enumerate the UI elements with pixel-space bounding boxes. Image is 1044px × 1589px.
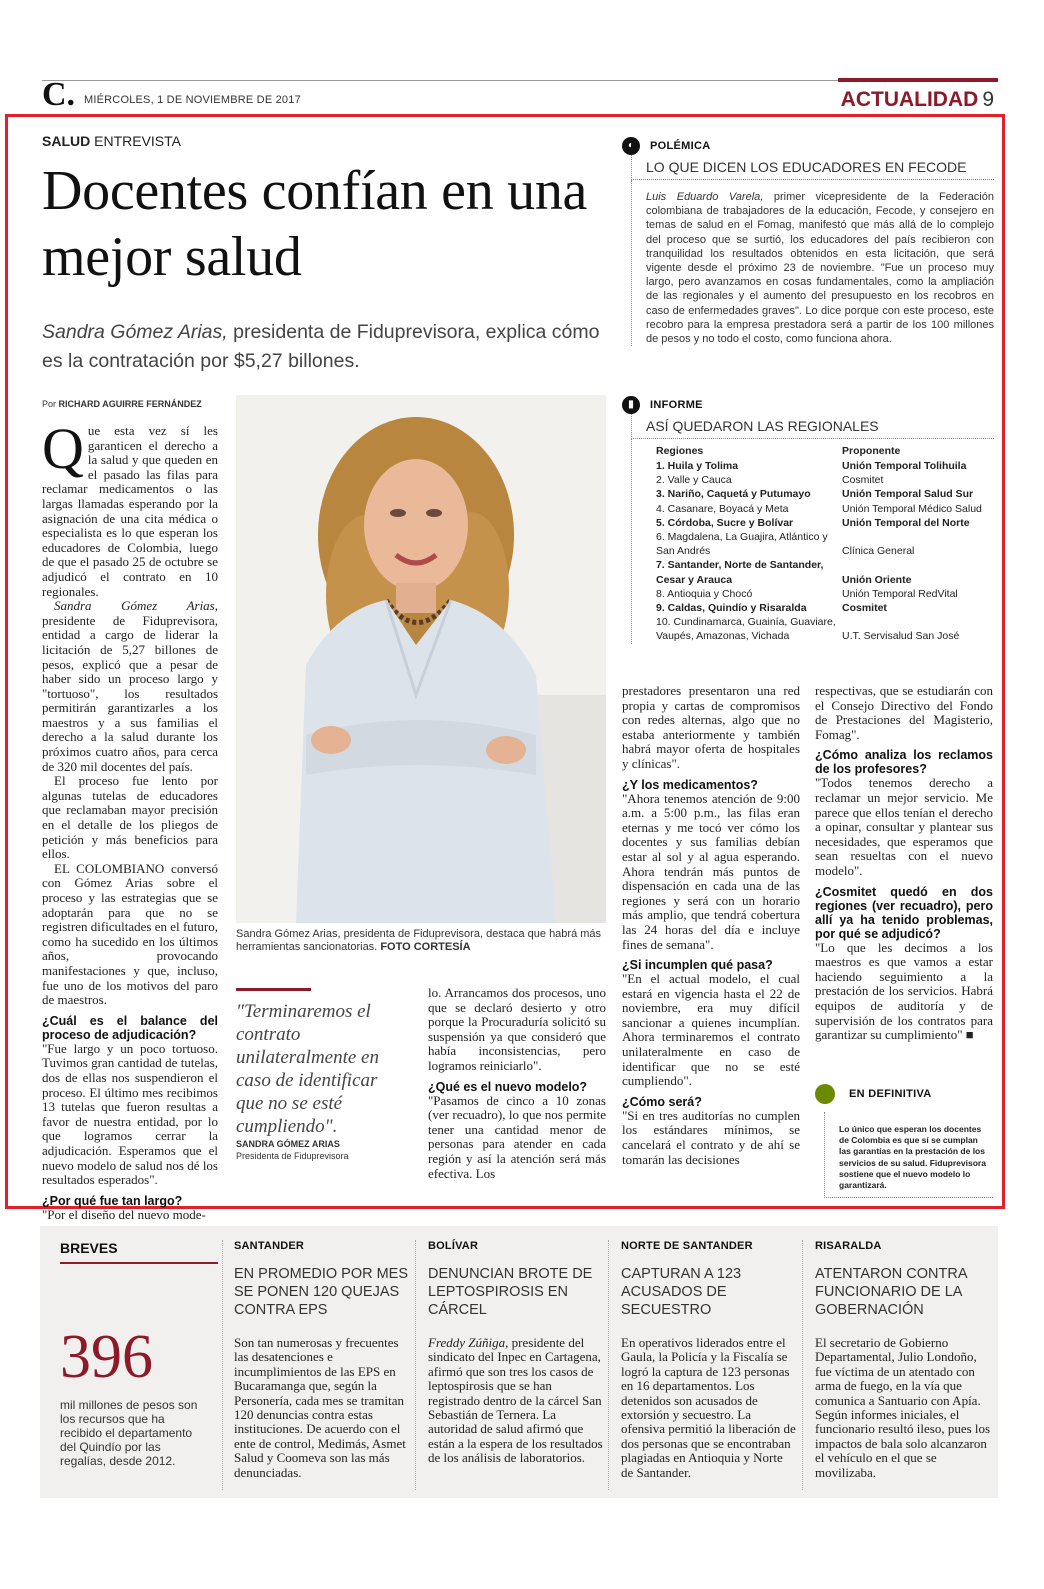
interview-question: ¿Y los medicamentos? (622, 777, 758, 792)
section-accent-bar (838, 78, 998, 82)
article-column-4 (622, 684, 800, 1167)
regions-table-wrap (631, 439, 994, 644)
breves-big-number: 396 (60, 1323, 153, 1391)
breve-body: Son tan numerosas y frecuentes las desatenciones e incumplimientos de las EPS en Bucaramanga que, según la Personería, cada mes se tramitan 120 denuncias contra estas instituciones. De acuerdo con el ente de control, Medimás, Asmet Salud y Coomeva son las más denunciadas. (234, 1335, 406, 1480)
region-cell: 5. Córdoba, Sucre y Bolívar (656, 516, 794, 529)
interview-question: ¿Si incumplen qué pasa? (622, 958, 773, 973)
paragraph: respectivas, que se estudiarán con el Consejo Directivo del Fondo de Prestaciones del Magisterio, Fomag". (815, 683, 993, 742)
table-row (656, 558, 982, 586)
box-label: INFORME (650, 399, 703, 411)
interview-question: ¿Cómo analiza los reclamos de los profesores? (815, 748, 993, 777)
paragraph: EL COLOMBIANO conversó con Gómez Arias sobre el proceso y las estrategias que se adoptarán para que no se registren dificultades en el futuro, como ha sucedido en los últimos años, provocando manifestaciones y que, incluso, fue uno de los motivos del paro de maestros. (42, 860, 218, 1008)
article-column-3 (428, 986, 606, 1181)
column-divider (222, 1240, 223, 1490)
region-cell: 4. Casanare, Boyacá y Meta (656, 502, 789, 515)
en-definitiva-header (815, 1084, 993, 1104)
breve-text (621, 1336, 797, 1480)
speech-bubbles-icon: ◐ (622, 137, 640, 155)
breves-big-number-text: mil millones de pesos son los recursos que ha recibido el departamento del Quindío por las regalías, desde 2012. (60, 1398, 198, 1468)
box-title: LO QUE DICEN LOS EDUCADORES EN FECODE (646, 159, 967, 175)
breve-location: SANTANDER (234, 1240, 305, 1252)
proponent-cell: Unión Temporal Médico Salud (842, 502, 982, 515)
drop-cap: Q (42, 416, 84, 481)
pullquote-rule (236, 988, 311, 991)
en-definitiva-box (815, 1084, 993, 1198)
polemica-body: primer vicepresidente de la Federación colombiana de trabajadores de la educación, Fecode, y consejero en temas de salud en el Fomag, manifestó que más allá de lo complejo del proceso que se surtió, los educadores del país recibieron con tranquilidad los resultados obtenidos en esta licitación, que será vigente desde el próximo 23 de noviembre. "Fue un proceso muy largo, pero avanzamos en cosas fundamentales, como la ampliación de las regionales y el aumento del presupuesto en los recobros en caso de enfermedades graves". Lo dice porque con este proceso, este recobro para la empresa prestadora será a partir de los 100 millones de pesos y no todo el costo, como funciona ahora. (646, 191, 994, 346)
table-row (656, 459, 982, 473)
name-italic: Sandra Gómez Arias, (54, 598, 218, 614)
issue-date: MIÉRCOLES, 1 DE NOVIEMBRE DE 2017 (84, 94, 301, 106)
breve-headline: ATENTARON CONTRA FUNCIONARIO DE LA GOBERNACIÓN (815, 1266, 967, 1318)
breve-item (815, 1240, 991, 1480)
proponent-cell: Cosmitet (842, 474, 884, 487)
region-cell: 7. Santander, Norte de Santander, Cesar y Arauca (656, 559, 824, 586)
region-cell: 2. Valle y Cauca (656, 474, 732, 487)
informe-box (622, 396, 994, 644)
polemica-title-wrap (631, 155, 994, 180)
article-headline: Docentes confían en una mejor salud (42, 160, 588, 288)
pullquote-name: SANDRA GÓMEZ ARIAS (236, 1139, 340, 1149)
table-row (656, 487, 982, 501)
interview-answer: "Lo que les decimos a los maestros es que vamos a estar haciendo seguimiento a la prestación de los servicios. Habrá equipos de auditoría y de supervisión de los contratos para garantizar su cumplimiento" ■ (815, 939, 993, 1043)
interview-answer: "En el actual modelo, el cual estará en vigencia hasta el 22 de noviembre, era muy difícil sancionar a quienes incumplían. Ahora terminaremos el contrato unilateralmente en caso de identificar que no se esté cumpliendo". (622, 971, 800, 1089)
article-column-5 (815, 684, 993, 1043)
regions-table (656, 445, 982, 644)
paragraph: lo. Arrancamos dos procesos, uno que se declaró desierto y otro porque la Procuraduría solicitó su suspensión ya que consideró que había inconsistencias, pero logramos reiniciarlo". (428, 985, 606, 1073)
region-cell: 9. Caldas, Quindío y Risaralda (656, 602, 807, 615)
kicker-section: SALUD (42, 133, 91, 149)
interview-answer: "Si en tres auditorías no cumplen los estándares mínimos, se cancelará el contrato y de ahí se tomarán las decisiones (622, 1107, 800, 1167)
section-name: ACTUALIDAD (840, 88, 979, 111)
article-column-1 (42, 416, 218, 1222)
table-row (656, 502, 982, 516)
kicker-type: ENTREVISTA (90, 133, 181, 149)
byline (42, 399, 202, 409)
polemica-header (622, 137, 994, 155)
breve-location: NORTE DE SANTANDER (621, 1240, 753, 1252)
interview-answer: "Ahora tenemos atención de 9:00 a.m. a 5:00 p.m., las filas eran eternas y me tocó ver cómo los docentes y sus familias debían estar al sol y al agua esperando. Ahora tendrán más puntos de dispensación en cada una de las regiones y será con un horario más amplio, que tendrá cobertura las 24 horas del día e incluye fines de semana". (622, 790, 800, 952)
breve-text (428, 1336, 604, 1466)
polemica-box (622, 137, 994, 346)
photo-caption (236, 928, 606, 954)
informe-header (622, 396, 994, 414)
region-cell: 10. Cundinamarca, Guainía, Guaviare, Vaupés, Amazonas, Vichada (656, 616, 836, 643)
byline-author: RICHARD AGUIRRE FERNÁNDEZ (58, 399, 202, 409)
table-row (656, 516, 982, 530)
paragraph (42, 599, 218, 774)
column-divider (608, 1240, 609, 1490)
pullquote-role: Presidenta de Fiduprevisora (236, 1151, 349, 1161)
column-header: Proponente (842, 445, 901, 457)
table-row (656, 601, 982, 615)
dek-name: Sandra Gómez Arias, (42, 321, 228, 343)
proponent-cell: Unión Temporal Salud Sur (842, 488, 974, 501)
region-cell: 1. Huila y Tolima (656, 460, 739, 472)
interview-question: ¿Qué es el nuevo modelo? (428, 1079, 588, 1094)
article-kicker (42, 133, 181, 149)
article-dek (42, 318, 602, 376)
interview-answer: "Por el diseño del nuevo mode- (42, 1206, 206, 1222)
portrait-illustration (236, 395, 606, 923)
breve-location: BOLÍVAR (428, 1240, 479, 1252)
photo-credit: FOTO CORTESÍA (380, 941, 471, 953)
caption-text: Sandra Gómez Arias, presidenta de Fiduprevisora, destaca que habrá más herramientas sancionatorias. (236, 928, 602, 953)
interview-question: ¿Cosmitet quedó en dos regiones (ver recuadro), pero allí ya ha tenido problemas, por qué se adjudicó? (815, 884, 993, 941)
region-cell: 6. Magdalena, La Guajira, Atlántico y San Andrés (656, 531, 828, 558)
proponent-cell: Clínica General (842, 545, 915, 558)
interview-question: ¿Cuál es el balance del proceso de adjudicación? (42, 1013, 218, 1042)
proponent-cell: Unión Temporal Tolihuila (842, 460, 967, 472)
breve-text (815, 1336, 991, 1480)
region-cell: 8. Antioquia y Chocó (656, 587, 753, 600)
proponent-cell: Unión Temporal RedVital (842, 587, 958, 600)
breve-body: En operativos liderados entre el Gaula, la Policía y la Fiscalía se logró la captura de 123 personas en 16 departamentos. Los detenidos son acusados de extorsión y secuestro. La ofensiva permitió la liberación de dos personas que se encontraban plagiadas en Antioquia y Norte de Santander. (621, 1335, 796, 1480)
box-title: ASÍ QUEDARON LAS REGIONALES (646, 418, 879, 434)
breve-item (621, 1240, 797, 1480)
column-divider (802, 1240, 803, 1490)
dek-text: presidenta de Fiduprevisora, explica cómo es la contratación por $5,27 billones. (42, 321, 600, 372)
breve-headline: EN PROMEDIO POR MES SE PONEN 120 QUEJAS CONTRA EPS (234, 1266, 409, 1318)
breve-item (428, 1240, 604, 1466)
region-cell: 3. Nariño, Caquetá y Putumayo (656, 488, 811, 501)
paragraph-text: presidente de Fiduprevisora, entidad a cargo de liderar la licitación de 5,27 billones de pesos, explicó que a pesar de haber sido un proceso largo y "tortuoso", los resultados permitirán garantizarles a los maestros y a sus familias el derecho a la salud durante los próximos cuatro años, para cerca de 320 mil docentes del país. (42, 612, 218, 774)
section-header (841, 88, 994, 112)
box-label: POLÉMICA (650, 140, 711, 152)
breves-rule (60, 1262, 218, 1264)
column-header: Regiones (656, 445, 704, 457)
pullquote-source (236, 1138, 406, 1162)
interview-answer: "Fue largo y un poco tortuoso. Tuvimos gran cantidad de tutelas, dos de ellas nos suspendieron el proceso. El último mes recibimos 13 tutelas que fueron resultas a favor de nuestra entidad, por lo que logramos cerrar la adjudicación. Esperamos que el nuevo modelo de salud nos dé los resultados esperados". (42, 1040, 218, 1188)
article-photo (236, 395, 606, 923)
breve-text (234, 1336, 410, 1480)
interview-question: ¿Cómo será? (622, 1094, 702, 1109)
column-divider (415, 1240, 416, 1490)
breve-lead: Freddy Zúñiga, (428, 1335, 509, 1350)
proponent-cell: Cosmitet (842, 602, 887, 615)
paragraph: prestadores presentaron una red propia y cartas de compromisos con redes alternas, algo que no estaba anteriormente y también habrá mayor oferta de hospitales y clínicas". (622, 683, 800, 771)
quoted-person: Luis Eduardo Varela, (646, 191, 764, 203)
breve-location: RISARALDA (815, 1240, 882, 1252)
polemica-text (631, 180, 994, 346)
breve-body: presidente del sindicato del Inpec en Cartagena, afirmó que son tres los casos de leptospirosis que se han registrado dentro de la cárcel San Sebastián de Ternera. La autoridad de salud afirmó que están a la espera de los resultados de los análisis de laboratorios. (428, 1335, 603, 1466)
breve-headline: DENUNCIAN BROTE DE LEPTOSPIROSIS EN CÁRCEL (428, 1266, 593, 1318)
byline-prefix: Por (42, 399, 57, 409)
breve-item (234, 1240, 410, 1480)
table-row (656, 530, 982, 558)
paragraph: ue esta vez sí les garanticen el derecho a la salud y que queden en el pasado las filas para reclamar medicamentos o las largas llamadas esperando por la asignación de una cita médica o especialista es lo que esperan los educadores de Colombia, luego de que el pasado 25 de octubre se adjudicó el contrato en 10 regionales. (42, 423, 218, 599)
box-label: EN DEFINITIVA (849, 1088, 932, 1100)
check-badge-icon (815, 1084, 835, 1104)
interview-answer: "Pasamos de cinco a 10 zonas (ver recuadro), lo que nos permite tener una cantidad menor de personas para atender en cada región y así la atención será más efectiva. Los (428, 1092, 606, 1181)
breves-title: BREVES (60, 1240, 118, 1256)
paragraph: El proceso fue lento por algunas tutelas de educadores que reclamaban mayor precisión en el detalle de los pliegos de petición y más beneficios para ellos. (42, 773, 218, 862)
proponent-cell: Unión Oriente (842, 573, 912, 586)
en-definitiva-text: Lo único que esperan los docentes de Colombia es que sí se cumplan las garantías en la prestación de los servicios de su salud. Fiduprevisora sostiene que el nuevo modelo lo garantizará. (824, 1112, 993, 1198)
interview-question: ¿Por qué fue tan largo? (42, 1193, 183, 1208)
breve-body: El secretario de Gobierno Departamental, Julio Londoño, fue víctima de un atentado con arma de fuego, en la vía que comunica a Santuario con Apía. Según informes iniciales, el funcionario resultó ileso, pues los impactos de bala solo alcanzaron el vehículo en el que se movilizaba. (815, 1335, 991, 1480)
pullquote: "Terminaremos el contrato unilateralmente en caso de identificar que no se esté cumpliendo". (236, 1001, 379, 1137)
interview-answer: "Todos tenemos derecho a reclamar un mejor servicio. Me parece que ellos tenían el derecho a opinar, consultar y plantear sus necesidades, que esperamos que sean resueltas con el nuevo modelo". (815, 775, 993, 878)
breve-headline: CAPTURAN A 123 ACUSADOS DE SECUESTRO (621, 1266, 742, 1318)
proponent-cell: U.T. Servisalud San José (842, 630, 960, 643)
proponent-cell: Unión Temporal del Norte (842, 516, 970, 529)
informe-title-wrap (631, 414, 994, 439)
table-row (656, 587, 982, 601)
document-icon: ▮ (622, 396, 640, 414)
newspaper-logo: C. (42, 76, 76, 113)
table-row (656, 615, 982, 643)
table-row (656, 473, 982, 487)
page-number: 9 (982, 88, 994, 111)
